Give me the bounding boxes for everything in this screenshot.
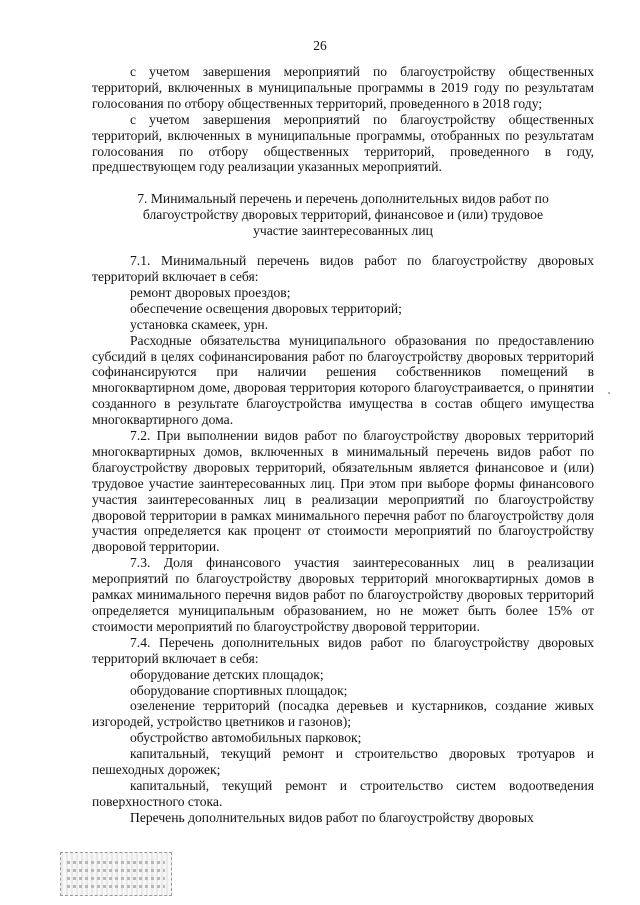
list-item: озеленение территорий (посадка деревьев и кустарников, создание живых изгородей, устройство цветников и газонов);	[92, 698, 594, 730]
list-item: оборудование спортивных площадок;	[130, 682, 348, 698]
section-heading-line: благоустройству дворовых территорий, финансовое и (или) трудовое	[142, 207, 544, 223]
section-heading-line: 7. Минимальный перечень и перечень дополнительных видов работ по	[137, 191, 549, 207]
page-number: 26	[313, 38, 327, 53]
list-item: обустройство автомобильных парковок;	[130, 730, 362, 746]
section-heading-line: участие заинтересованных лиц	[253, 223, 433, 239]
document-body	[92, 64, 594, 826]
list-item: обеспечение освещения дворовых территорий;	[130, 300, 402, 316]
clause-7-1-text: Расходные обязательства муниципального образования по предоставлению субсидий в целях софинансирования работ по благоустройству дворовых территорий софинансируются при наличии решения собственников помещений в многоквартирном доме, дворовая территория которого благоустраивается, о принятии созданного в результате благоустройства имущества в состав общего имущества многоквартирного дома.	[92, 332, 594, 428]
list-item: установка скамеек, урн.	[130, 316, 269, 332]
list-item: ремонт дворовых проездов;	[130, 284, 291, 300]
clause-7-1-intro: 7.1. Минимальный перечень видов работ по благоустройству дворовых территорий включает в себя:	[92, 253, 594, 284]
margin-mark	[608, 392, 610, 394]
clause-7-3: 7.3. Доля финансового участия заинтересованных лиц в реализации мероприятий по благоустройству дворовых территорий многоквартирных домов в рамках минимального перечня видов работ по благоустройству дворовых территорий определяется муниципальным образованием, но не может быть более 15% от стоимости мероприятий по благоустройству дворовой территории.	[92, 555, 594, 634]
list-item: капитальный, текущий ремонт и строительство систем водоотведения поверхностного стока.	[92, 777, 594, 809]
paragraph-public-territories-2019: с учетом завершения мероприятий по благоустройству общественных территорий, включенных в муниципальные программы в 2019 году по результатам голосования по отбору общественных территорий, проведенного в 2018 году;	[92, 64, 594, 111]
clause-7-4-intro: 7.4. Перечень дополнительных видов работ по благоустройству дворовых территорий включает в себя:	[92, 634, 594, 666]
clause-7-2: 7.2. При выполнении видов работ по благоустройству дворовых территорий многоквартирных домов, включенных в минимальный перечень видов работ по благоустройству дворовых территорий, обязательным является финансовое и (или) трудовое участие заинтересованных лиц. При этом при выборе формы финансового участия заинтересованных лиц в реализации мероприятий по благоустройству дворовой территории в рамках минимального перечня работ по благоустройству доля участия определяется как процент от стоимости мероприятий по благоустройству дворовой территории.	[92, 428, 594, 555]
list-item: оборудование детских площадок;	[130, 666, 324, 682]
registration-stamp	[60, 852, 172, 896]
clause-7-4-continuation: Перечень дополнительных видов работ по благоустройству дворовых	[130, 809, 534, 825]
paragraph-public-territories-prior-year: с учетом завершения мероприятий по благоустройству общественных территорий, включенных в муниципальные программы, отобранных по результатам голосования по отбору общественных территорий, проведенного в году, предшествующем году реализации указанных мероприятий.	[92, 111, 594, 175]
section-7-heading	[92, 191, 594, 239]
list-item: капитальный, текущий ремонт и строительство дворовых тротуаров и пешеходных дорожек;	[92, 746, 594, 778]
